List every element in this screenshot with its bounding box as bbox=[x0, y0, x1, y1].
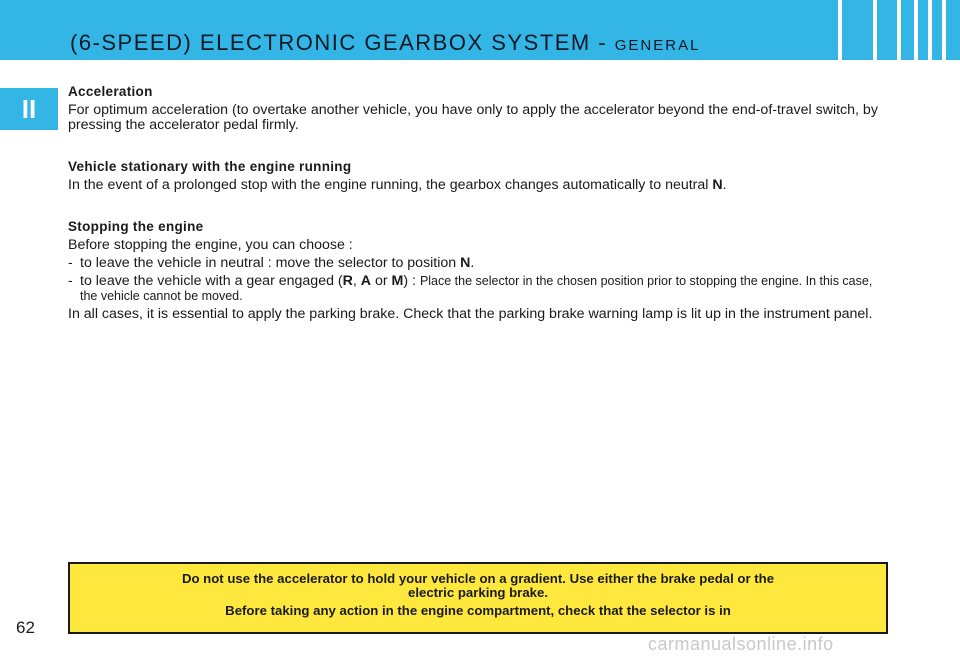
warning-line-2: Before taking any action in the engine compartment, check that the selector is in bbox=[225, 603, 731, 618]
section-intro: Before stopping the engine, you can choose : bbox=[68, 237, 353, 253]
section-closing: In all cases, it is essential to apply the parking brake. Check that the parking brake warning lamp is lit up in the instrument panel. bbox=[68, 306, 873, 322]
main-content bbox=[68, 84, 892, 322]
warning-line-1: Do not use the accelerator to hold your vehicle on a gradient. Use either the brake pedal or the electric parking brake. bbox=[181, 571, 775, 600]
page-title-sub: GENERAL bbox=[614, 37, 701, 54]
section-heading: Vehicle stationary with the engine running bbox=[68, 159, 352, 174]
warning-box bbox=[68, 562, 888, 634]
section-stopping bbox=[68, 219, 892, 322]
header-bar bbox=[0, 0, 960, 60]
section-body: In the event of a prolonged stop with the engine running, the gearbox changes automatically to neutral N. bbox=[68, 177, 727, 193]
page-number: 62 bbox=[16, 618, 35, 637]
watermark: carmanualsonline.info bbox=[648, 634, 834, 654]
page-title-main: (6-SPEED) ELECTRONIC GEARBOX SYSTEM - bbox=[70, 30, 615, 55]
list-item: - to leave the vehicle in neutral : move the selector to position N. bbox=[68, 255, 475, 271]
section-stationary bbox=[68, 159, 892, 193]
section-body: For optimum acceleration (to overtake another vehicle, you have only to apply the accelerator beyond the end-of-travel switch, by pressing the accelerator pedal firmly. bbox=[68, 102, 878, 133]
section-heading: Acceleration bbox=[68, 84, 153, 99]
list-item: - to leave the vehicle with a gear engaged (R, A or M) : Place the selector in the chosen position prior to stopping the engine. In this case, the vehicle cannot be moved. bbox=[68, 273, 873, 303]
section-heading: Stopping the engine bbox=[68, 219, 204, 234]
section-acceleration bbox=[68, 84, 892, 133]
page-title bbox=[70, 30, 700, 56]
chapter-tab: II bbox=[0, 88, 58, 130]
